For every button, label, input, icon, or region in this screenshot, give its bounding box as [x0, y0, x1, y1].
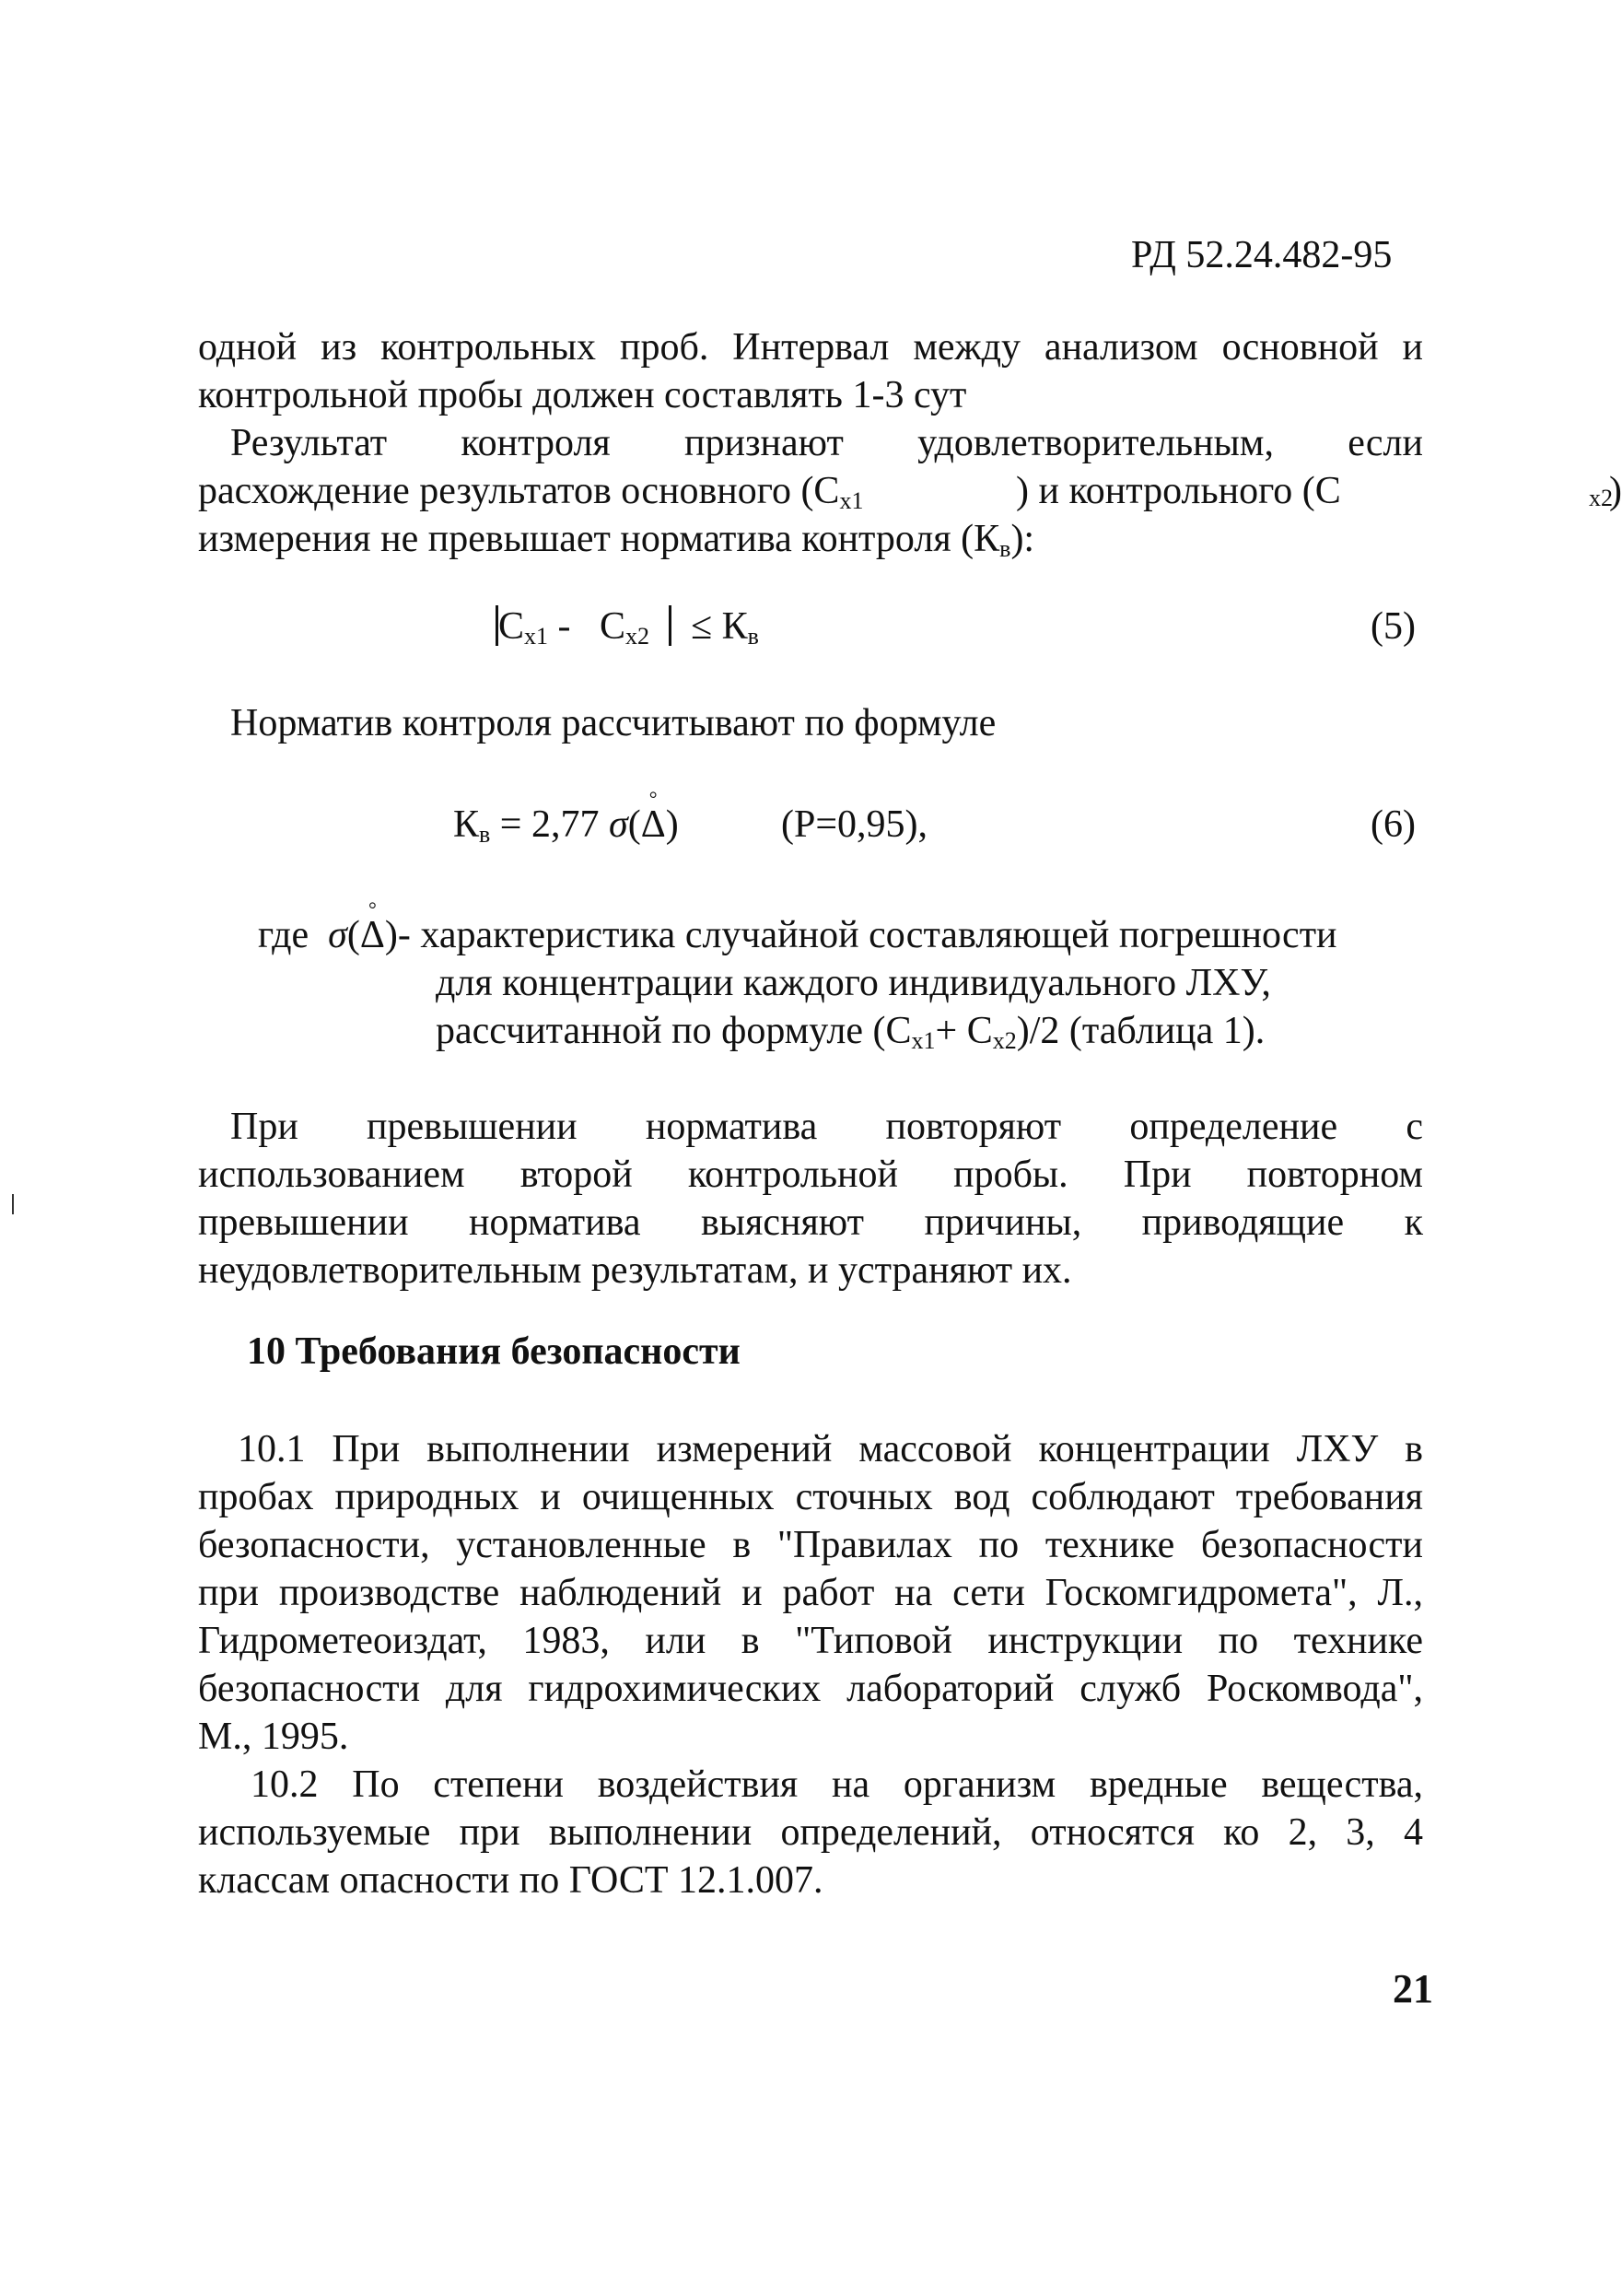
- text-line: использованием второй контрольной пробы. При повторном: [198, 1154, 1423, 1196]
- formula-6: $К_в = 2,77$ σ( ° Δ): [453, 787, 679, 848]
- text-line: безопасности для гидрохимических лабораторий служб Роскомвода",: [198, 1668, 1423, 1710]
- text-line: Гидрометеоиздат, 1983, или в "Типовой инструкции по технике: [198, 1620, 1423, 1662]
- formula-5: $С_{x1}$ - $С_{x2}$ ≤ $К_в$: [496, 603, 759, 660]
- abs-bar-right: [669, 605, 671, 646]
- page-number: 21: [1393, 1966, 1433, 2011]
- text-line: классам опасности по ГОСТ 12.1.007.: [198, 1859, 823, 1902]
- text-line-with-subscripts: измерения не превышает норматива контроля $(К_в)$:: [198, 518, 1035, 562]
- text-line: для концентрации каждого индивидуального ЛХУ,: [436, 962, 1271, 1004]
- text-line: неудовлетворительным результатам, и устраняют их.: [198, 1249, 1072, 1292]
- text-line: При превышении норматива повторяют определение с: [230, 1106, 1423, 1148]
- text-line: контрольной пробы должен составлять 1-3 сут: [198, 374, 967, 416]
- text-line-with-subscripts: рассчитанной по формуле $(С_{x1}+ С_{x2})/2$ (таблица 1).: [436, 1010, 1266, 1054]
- text-line: 10.1 При выполнении измерений массовой концентрации ЛХУ в: [238, 1428, 1423, 1470]
- scan-mark: [12, 1194, 14, 1214]
- text-line: 10.2 По степени воздействия на организм вредные вещества,: [251, 1763, 1423, 1806]
- text-line: одной из контрольных проб. Интервал между анализом основной и: [198, 326, 1423, 369]
- formula-condition: (Р=0,95),: [781, 803, 928, 846]
- text-line: М., 1995.: [198, 1716, 349, 1758]
- section-heading: 10 Требования безопасности: [247, 1330, 741, 1373]
- text-line-with-subscripts: расхождение результатов основного ($С_{x1}$ ) и контрольного (С x2 ): [198, 470, 1622, 514]
- text-line: Результат контроля признают удовлетворительным, если: [230, 422, 1423, 464]
- text-line: при производстве наблюдений и работ на сети Госкомгидромета", Л.,: [198, 1572, 1423, 1614]
- formula-number: (6): [1371, 803, 1416, 846]
- text-line: превышении норматива выясняют причины, приводящие к: [198, 1201, 1423, 1244]
- text-line: безопасности, установленные в "Правилах по технике безопасности: [198, 1524, 1423, 1566]
- text-line: пробах природных и очищенных сточных вод соблюдают требования: [198, 1476, 1423, 1518]
- where-clause-line: где σ( ° Δ)- характеристика случайной составляющей погрешности: [258, 897, 1337, 956]
- text-line: Норматив контроля рассчитывают по формуле: [230, 702, 997, 744]
- document-code: РД 52.24.482-95: [1131, 234, 1393, 276]
- text-line: используемые при выполнении определений, относятся ко 2, 3, 4: [198, 1811, 1423, 1854]
- formula-number: (5): [1371, 605, 1416, 648]
